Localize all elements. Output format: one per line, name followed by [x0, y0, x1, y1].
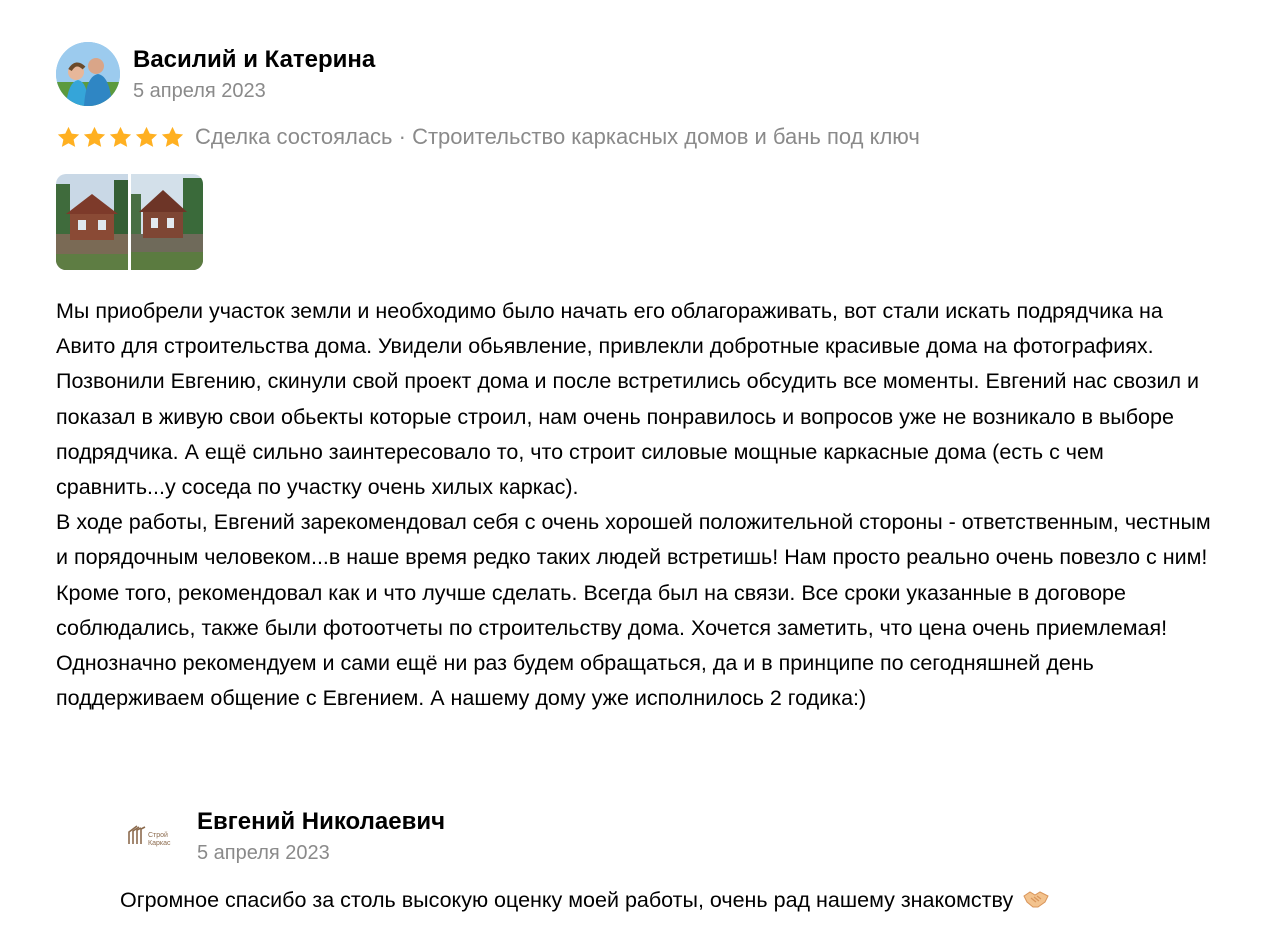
logo-text-2: Каркас [148, 840, 171, 847]
star-icon [56, 125, 81, 150]
reply-text-row [120, 884, 1049, 919]
reply-author-logo[interactable] [123, 806, 185, 868]
review-photo-1[interactable] [56, 174, 128, 270]
handshake-icon [1023, 887, 1049, 919]
review-photo-2[interactable] [131, 174, 203, 270]
review-paragraph: В ходе работы, Евгений зарекомендовал себя с очень хорошей положительной стороны - ответственным, честным и порядочным человеком...в наше время редко таких людей встретишь! Нам просто реально очень повезло с ним! Кроме того, рекомендовал как и что лучше сделать. Всегда был на связи. Все сроки указанные в договоре соблюдались, также были фотоотчеты по строительству дома. Хочется заметить, что цена очень приемлемая! Однозначно рекомендуем и сами ещё ни раз будем обращаться, да и в принципе по сегодняшней день поддерживаем общение с Евгением. А нашему дому уже исполнилось 2 годика:) [56, 510, 1211, 711]
reply-date: 5 апреля 2023 [197, 842, 330, 864]
logo-text-1: Строй [148, 832, 168, 839]
star-icon [160, 125, 185, 150]
deal-status-text: Сделка состоялась · Строительство каркасных домов и бань под ключ [195, 124, 920, 149]
author-avatar[interactable] [56, 42, 120, 106]
author-name[interactable]: Василий и Катерина [133, 46, 376, 73]
reply-text: Огромное спасибо за столь высокую оценку моей работы, очень рад нашему знакомству [120, 888, 1014, 912]
review-date: 5 апреля 2023 [133, 80, 266, 102]
reply-author-name[interactable]: Евгений Николаевич [197, 808, 446, 835]
review-photos [56, 174, 203, 270]
review-paragraph: Мы приобрели участок земли и необходимо было начать его облагораживать, вот стали искать подрядчика на Авито для строительства дома. Увидели обьявление, привлекли добротные красивые дома на фотографиях. Позвонили Евгению, скинули свой проект дома и после встретились обсудить все моменты. Евгений нас свозил и показал в живую свои обьекты которые строил, нам очень понравилось и вопросов уже не возникало в выборе подрядчика. А ещё сильно заинтересовало то, что строит силовые мощные каркасные дома (есть с чем сравнить...у соседа по участку очень хилых каркас). [56, 299, 1200, 500]
star-icon [82, 125, 107, 150]
rating-stars [56, 125, 185, 150]
star-icon [108, 125, 133, 150]
rating-row [56, 122, 920, 152]
star-icon [134, 125, 159, 150]
review-text [56, 294, 1216, 716]
